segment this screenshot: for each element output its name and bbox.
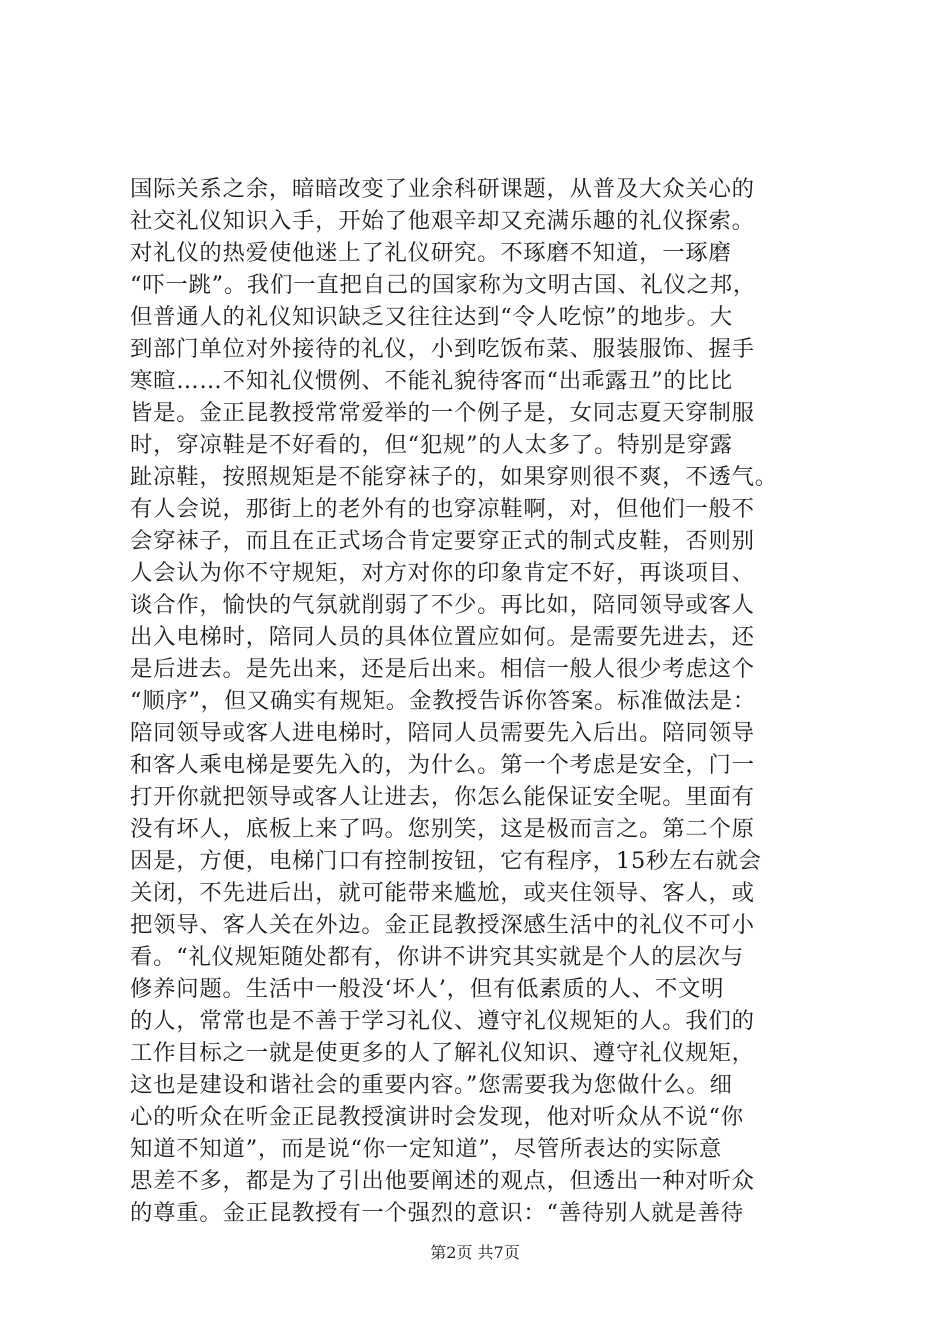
text-line: 对礼仪的热爱使他迷上了礼仪研究。不琢磨不知道，一琢磨 <box>130 240 732 266</box>
text-line: 知道不知道”，而是说“你一定知道”，尽管所表达的实际意 <box>130 1136 722 1162</box>
text-line: 看。“礼仪规矩随处都有，你讲不讲究其实就是个人的层次与 <box>130 944 744 970</box>
text-line: 没有坏人，底板上来了吗。您别笑，这是极而言之。第二个原 <box>130 816 755 842</box>
text-line: 的尊重。金正昆教授有一个强烈的意识：“善待别人就是善待 <box>130 1200 744 1226</box>
text-line: 因是，方便，电梯门口有控制按钮，它有程序，15秒左右就会 <box>130 848 762 874</box>
text-line: 寒暄……不知礼仪惯例、不能礼貌待客而“出乖露丑”的比比 <box>130 368 733 394</box>
text-line: 时，穿凉鞋是不好看的，但“犯规”的人太多了。特别是穿露 <box>130 432 733 458</box>
page-footer: 第2页 共7页 <box>430 1243 520 1262</box>
text-line: 到部门单位对外接待的礼仪，小到吃饭布菜、服装服饰、握手 <box>130 336 755 362</box>
text-line: 出入电梯时，陪同人员的具体位置应如何。是需要先进去，还 <box>130 624 755 650</box>
text-line: 心的听众在听金正昆教授演讲时会发现，他对听众从不说“你 <box>130 1104 744 1130</box>
text-line: 这也是建设和谐社会的重要内容。”您需要我为您做什么。细 <box>130 1072 733 1098</box>
text-line: 皆是。金正昆教授常常爱举的一个例子是，女同志夏天穿制服 <box>130 400 755 426</box>
body-text <box>130 173 830 1229</box>
text-line: 的人，常常也是不善于学习礼仪、遵守礼仪规矩的人。我们的 <box>130 1008 755 1034</box>
text-line: 是后进去。是先出来，还是后出来。相信一般人很少考虑这个 <box>130 656 755 682</box>
text-line: 社交礼仪知识入手，开始了他艰辛却又充满乐趣的礼仪探索。 <box>130 208 755 234</box>
text-line: 打开你就把领导或客人让进去，你怎么能保证安全呢。里面有 <box>130 784 755 810</box>
text-line: 人会认为你不守规矩，对方对你的印象肯定不好，再谈项目、 <box>130 560 755 586</box>
text-line: 思差不多，都是为了引出他要阐述的观点，但透出一种对听众 <box>130 1168 755 1194</box>
text-line: 工作目标之一就是使更多的人了解礼仪知识、遵守礼仪规矩， <box>130 1040 755 1066</box>
text-line: 但普通人的礼仪知识缺乏又往往达到“令人吃惊”的地步。大 <box>130 304 733 330</box>
text-line: 国际关系之余，暗暗改变了业余科研课题，从普及大众关心的 <box>130 176 755 202</box>
text-line: 把领导、客人关在外边。金正昆教授深感生活中的礼仪不可小 <box>130 912 755 938</box>
text-line: 修养问题。生活中一般没‘坏人’，但有低素质的人、不文明 <box>130 976 725 1002</box>
text-line: “顺序”，但又确实有规矩。金教授告诉你答案。标准做法是： <box>130 688 757 714</box>
text-line: 谈合作，愉快的气氛就削弱了不少。再比如，陪同领导或客人 <box>130 592 755 618</box>
text-line: 和客人乘电梯是要先入的，为什么。第一个考虑是安全，门一 <box>130 752 755 778</box>
text-line: “吓一跳”。我们一直把自己的国家称为文明古国、礼仪之邦， <box>130 272 757 298</box>
text-line: 趾凉鞋，按照规矩是不能穿袜子的，如果穿则很不爽，不透气。 <box>130 464 778 490</box>
text-line: 会穿袜子，而且在正式场合肯定要穿正式的制式皮鞋，否则别 <box>130 528 755 554</box>
text-line: 有人会说，那街上的老外有的也穿凉鞋啊，对，但他们一般不 <box>130 496 755 522</box>
text-line: 陪同领导或客人进电梯时，陪同人员需要先入后出。陪同领导 <box>130 720 755 746</box>
text-line: 关闭，不先进后出，就可能带来尴尬，或夹住领导、客人，或 <box>130 880 755 906</box>
